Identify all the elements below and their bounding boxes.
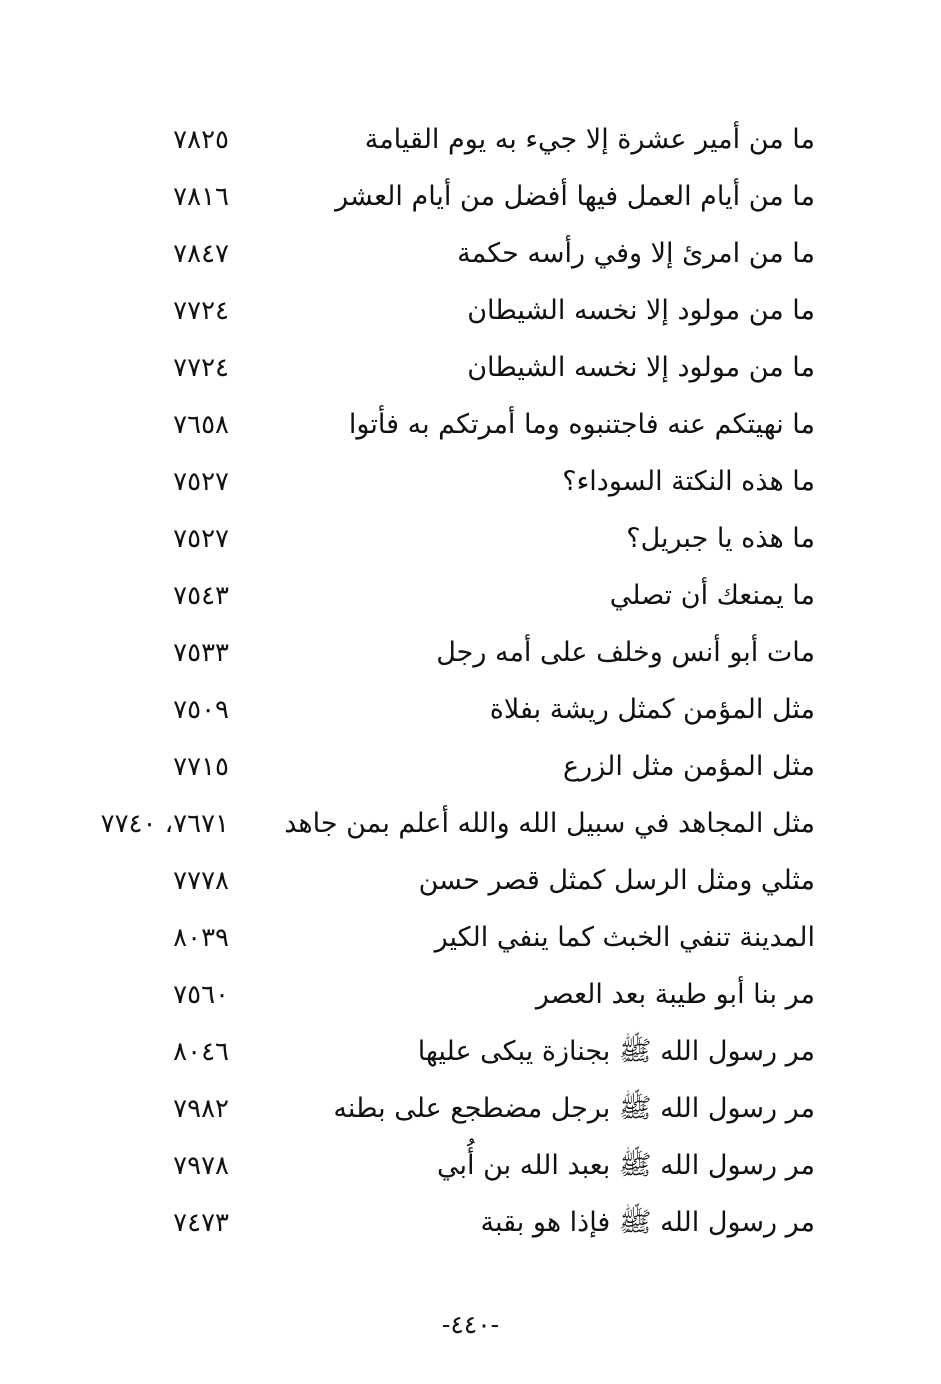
- hadith-number: ٧٤٧٣: [173, 1208, 229, 1238]
- hadith-text: مثل المؤمن مثل الزرع: [563, 751, 815, 782]
- list-item: [0, 682, 941, 739]
- hadith-number: ٧٥٠٩: [173, 695, 229, 725]
- hadith-number: ٧٨٢٥: [173, 125, 229, 155]
- list-item: [0, 1081, 941, 1138]
- list-item: [0, 511, 941, 568]
- hadith-number: ٧٩٧٨: [173, 1151, 229, 1181]
- hadith-text: مر رسول الله ﷺ بجنازة يبكى عليها: [417, 1036, 815, 1067]
- list-item: [0, 967, 941, 1024]
- hadith-number: ٧٧٢٤: [173, 296, 229, 326]
- hadith-number: ٧٥٦٠: [173, 980, 229, 1010]
- hadith-text: مر رسول الله ﷺ فإذا هو بقبة: [480, 1207, 815, 1238]
- list-item: [0, 796, 941, 853]
- hadith-text: مر رسول الله ﷺ بعبد الله بن أُبي: [436, 1150, 815, 1181]
- list-item: [0, 568, 941, 625]
- hadith-number: ٧٧١٥: [173, 752, 229, 782]
- hadith-text: ما من مولود إلا نخسه الشيطان: [467, 295, 815, 326]
- list-item: [0, 397, 941, 454]
- hadith-text: ما يمنعك أن تصلي: [609, 580, 815, 611]
- list-item: [0, 1138, 941, 1195]
- list-item: [0, 1024, 941, 1081]
- hadith-text: ما من امرئ إلا وفي رأسه حكمة: [457, 238, 815, 269]
- list-item: [0, 625, 941, 682]
- hadith-number: ٨٠٤٦: [173, 1037, 229, 1067]
- hadith-text: ما من أمير عشرة إلا جيء به يوم القيامة: [364, 124, 815, 155]
- list-item: [0, 169, 941, 226]
- hadith-number: ٧٥٣٣: [173, 638, 229, 668]
- list-item: [0, 910, 941, 967]
- hadith-text: ما من مولود إلا نخسه الشيطان: [467, 352, 815, 383]
- hadith-text: ما هذه يا جبريل؟: [626, 523, 815, 554]
- hadith-number: ٧٨١٦: [173, 182, 229, 212]
- hadith-number: ٧٥٢٧: [173, 467, 229, 497]
- hadith-text: ما نهيتكم عنه فاجتنبوه وما أمرتكم به فأتوا: [348, 409, 815, 440]
- list-item: [0, 739, 941, 796]
- hadith-number: ٧٥٢٧: [173, 524, 229, 554]
- list-item: [0, 853, 941, 910]
- hadith-text: مثل المؤمن كمثل ريشة بفلاة: [489, 694, 815, 725]
- hadith-number: ٧٧٢٤: [173, 353, 229, 383]
- hadith-number: ٧٥٤٣: [173, 581, 229, 611]
- hadith-text: ما من أيام العمل فيها أفضل من أيام العشر: [335, 181, 815, 212]
- hadith-index-list: [0, 112, 941, 1252]
- hadith-number: ٧٨٤٧: [173, 239, 229, 269]
- hadith-text: مثلي ومثل الرسل كمثل قصر حسن: [418, 865, 815, 896]
- list-item: [0, 283, 941, 340]
- hadith-text: مر رسول الله ﷺ برجل مضطجع على بطنه: [333, 1093, 815, 1124]
- list-item: [0, 226, 941, 283]
- hadith-text: المدينة تنفي الخبث كما ينفي الكير: [434, 922, 815, 953]
- page-number: -٤٤٠-: [441, 1310, 500, 1339]
- hadith-number: ٨٠٣٩: [173, 923, 229, 953]
- hadith-text: مر بنا أبو طيبة بعد العصر: [535, 979, 815, 1010]
- hadith-text: ما هذه النكتة السوداء؟: [562, 466, 815, 497]
- list-item: [0, 112, 941, 169]
- hadith-number: ٧٩٨٢: [173, 1094, 229, 1124]
- list-item: [0, 454, 941, 511]
- hadith-text: مثل المجاهد في سبيل الله والله أعلم بمن جاهد: [284, 808, 815, 839]
- hadith-number: ٧٦٧١، ٧٧٤٠: [100, 809, 229, 839]
- hadith-text: مات أبو أنس وخلف على أمه رجل: [436, 637, 815, 668]
- list-item: [0, 340, 941, 397]
- hadith-number: ٧٦٥٨: [173, 410, 229, 440]
- hadith-number: ٧٧٧٨: [173, 866, 229, 896]
- list-item: [0, 1195, 941, 1252]
